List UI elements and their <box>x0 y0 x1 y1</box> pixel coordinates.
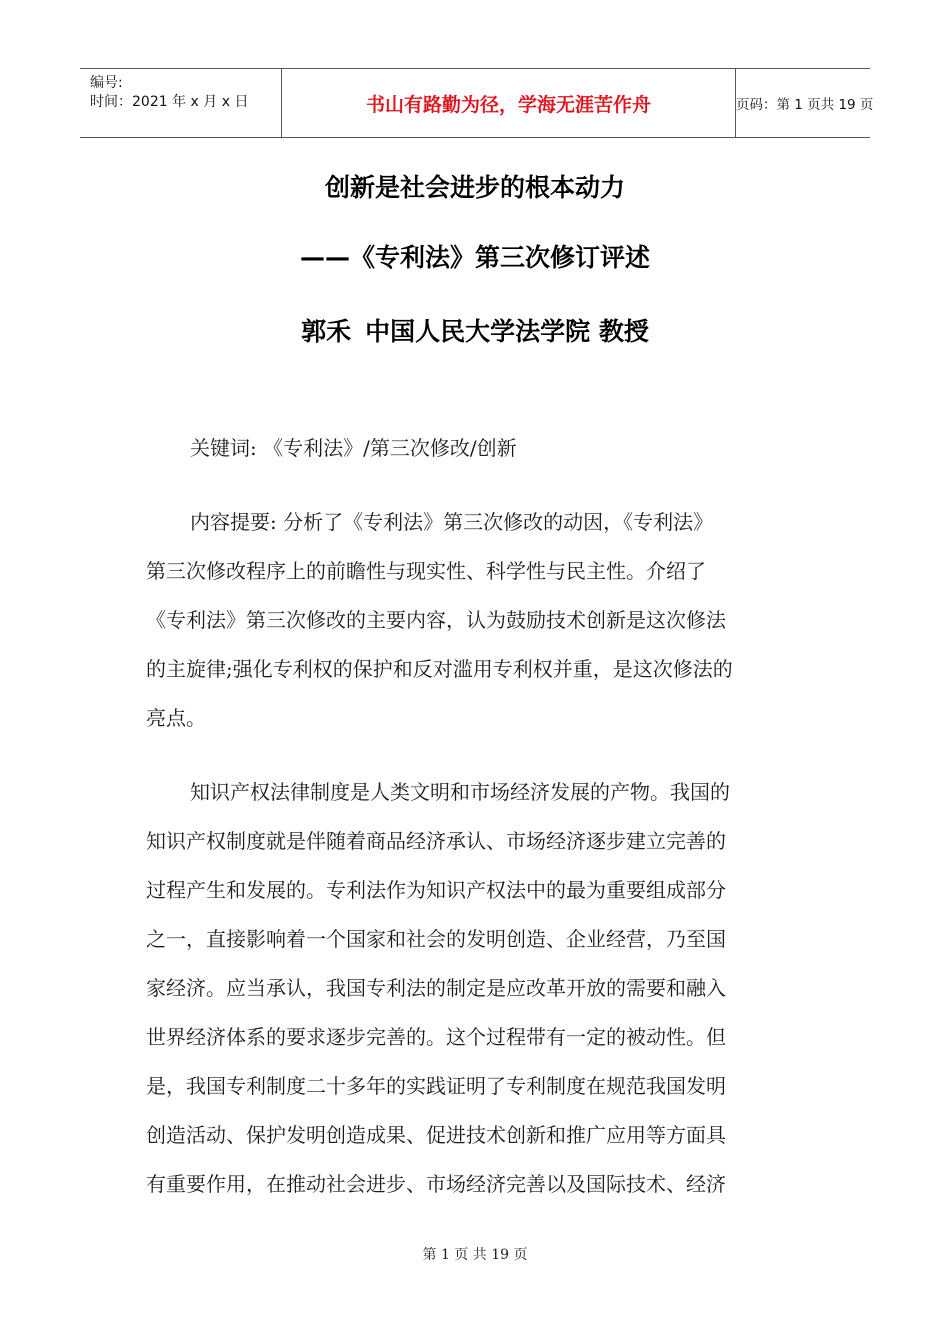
header-motto-cell <box>281 69 736 137</box>
page-footer: 第 1 页 共 19 页 <box>422 1247 528 1263</box>
page-title: 创新是社会进步的根本动力 <box>324 173 625 202</box>
author-name: 郭禾 <box>301 317 352 346</box>
abstract-line: 第三次修改程序上的前瞻性与现实性、科学性与民主性。介绍了 <box>146 559 706 583</box>
body-line: 知识产权法律制度是人类文明和市场经济发展的产物。我国的 <box>190 780 730 804</box>
body-line: 有重要作用，在推动社会进步、市场经济完善以及国际技术、经济 <box>146 1172 726 1196</box>
keywords-paragraph <box>146 424 806 473</box>
document-time-label: 时间：2021 年 x 月 x 日 <box>90 94 249 110</box>
header-total-label: 共 19 页 <box>820 97 874 113</box>
abstract-line: 的主旋律;强化专利权的保护和反对滥用专利权并重，是这次修法的 <box>146 657 733 681</box>
abstract-paragraph <box>146 498 806 743</box>
body-line: 世界经济体系的要求逐步完善的。这个过程带有一定的被动性。但 <box>146 1025 726 1049</box>
header-page-label: 页码：第 1 页 <box>736 97 821 113</box>
author-line <box>0 312 950 348</box>
body-line: 创造活动、保护发明创造成果、促进技术创新和推广应用等方面具 <box>146 1123 726 1147</box>
abstract-line: 亮点。 <box>146 706 206 730</box>
document-number-label: 编号: <box>90 75 123 91</box>
document-header <box>80 68 874 138</box>
body-line: 过程产生和发展的。专利法作为知识产权法中的最为重要组成部分 <box>146 878 726 902</box>
body-line: 之一，直接影响着一个国家和社会的发明创造、企业经营，乃至国 <box>146 927 726 951</box>
page-subtitle: ——《专利法》第三次修订评述 <box>299 243 650 272</box>
body-line: 家经济。应当承认，我国专利法的制定是应改革开放的需要和融入 <box>146 976 726 1000</box>
header-page-cell <box>736 69 874 137</box>
keywords-line: 关键词: 《专利法》/第三次修改/创新 <box>190 436 517 460</box>
body-line: 是，我国专利制度二十多年的实践证明了专利制度在规范我国发明 <box>146 1074 726 1098</box>
body-paragraph <box>146 768 806 1209</box>
author-affiliation: 中国人民大学法学院 教授 <box>365 317 649 346</box>
header-meta-cell <box>80 69 281 137</box>
abstract-line: 《专利法》第三次修改的主要内容，认为鼓励技术创新是这次修法 <box>146 608 726 632</box>
body-line: 知识产权制度就是伴随着商品经济承认、市场经济逐步建立完善的 <box>146 829 726 853</box>
abstract-line: 内容提要: 分析了《专利法》第三次修改的动因，《专利法》 <box>190 510 714 534</box>
header-motto: 书山有路勤为径，学海无涯苦作舟 <box>365 93 651 116</box>
